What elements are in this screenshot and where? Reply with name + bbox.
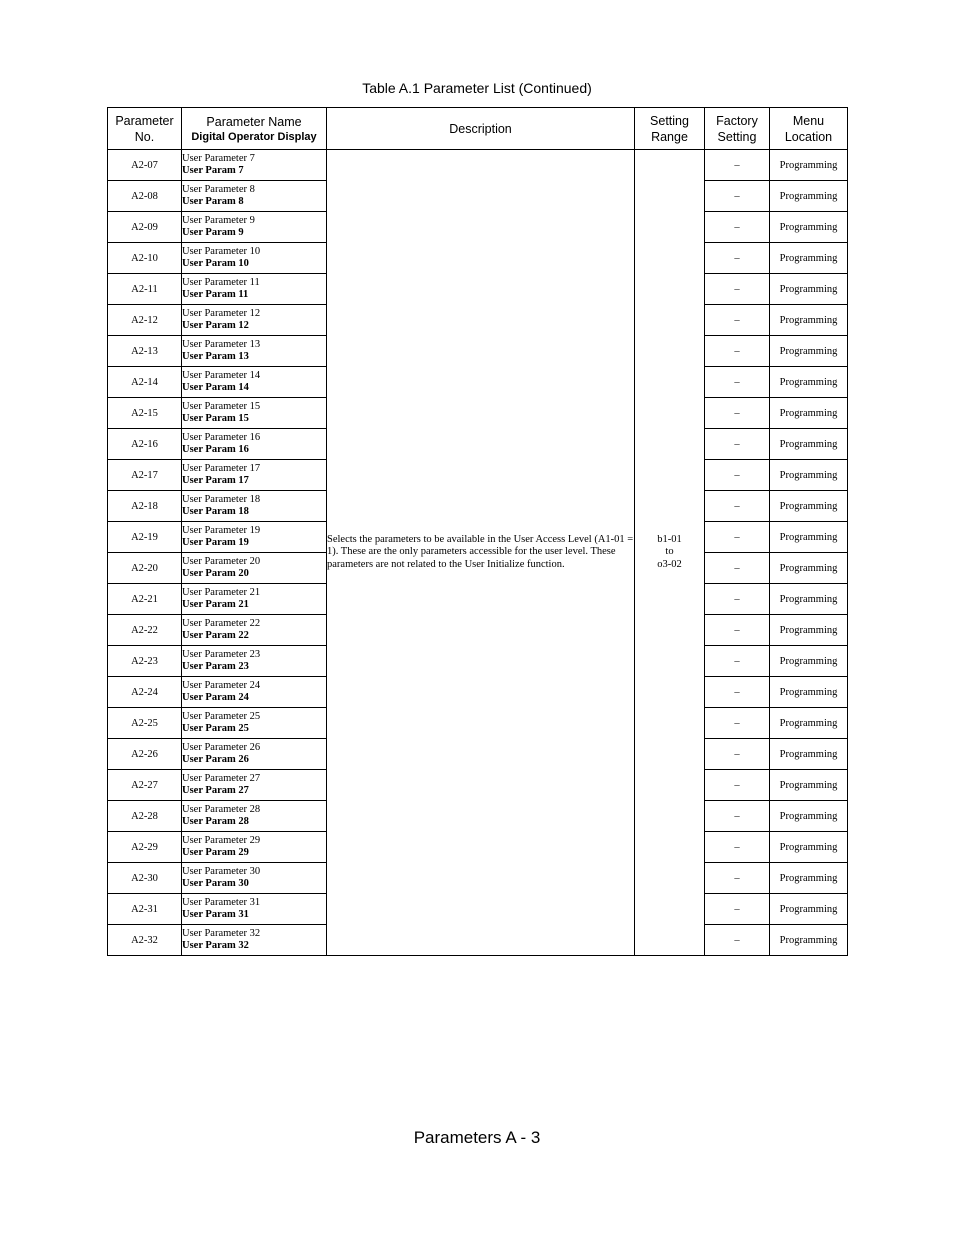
- header-digital-operator-display: Digital Operator Display: [191, 130, 317, 143]
- menu-location: Programming: [770, 708, 848, 739]
- parameter-name: User Parameter 29: [182, 834, 261, 846]
- factory-setting: –: [705, 646, 770, 677]
- factory-setting: –: [705, 181, 770, 212]
- menu-location: Programming: [770, 212, 848, 243]
- parameter-name-cell: [182, 522, 327, 553]
- parameter-no: A2-18: [108, 491, 182, 522]
- operator-display: User Param 7: [182, 165, 244, 176]
- parameter-name: User Parameter 11: [182, 276, 260, 288]
- operator-display: User Param 15: [182, 413, 249, 424]
- table-body: [108, 150, 848, 956]
- menu-location: Programming: [770, 925, 848, 956]
- factory-setting: –: [705, 150, 770, 181]
- parameter-name-cell: [182, 863, 327, 894]
- header-parameter-no: Parameter No.: [108, 108, 182, 150]
- parameter-name: User Parameter 8: [182, 183, 255, 195]
- factory-setting: –: [705, 925, 770, 956]
- parameter-name: User Parameter 18: [182, 493, 261, 505]
- menu-location: Programming: [770, 863, 848, 894]
- factory-setting: –: [705, 460, 770, 491]
- parameter-no: A2-08: [108, 181, 182, 212]
- factory-setting: –: [705, 243, 770, 274]
- parameter-name: User Parameter 28: [182, 803, 261, 815]
- menu-location: Programming: [770, 243, 848, 274]
- factory-setting: –: [705, 336, 770, 367]
- setting-range-line: b1-01: [657, 533, 682, 545]
- operator-display: User Param 18: [182, 506, 249, 517]
- parameter-name-cell: [182, 398, 327, 429]
- factory-setting: –: [705, 429, 770, 460]
- operator-display: User Param 19: [182, 537, 249, 548]
- parameter-name: User Parameter 23: [182, 648, 261, 660]
- parameter-no: A2-27: [108, 770, 182, 801]
- header-setting-range: Setting Range: [635, 108, 705, 150]
- menu-location: Programming: [770, 274, 848, 305]
- parameter-name: User Parameter 10: [182, 245, 261, 257]
- factory-setting: –: [705, 584, 770, 615]
- parameter-name: User Parameter 21: [182, 586, 261, 598]
- parameter-no: A2-07: [108, 150, 182, 181]
- parameter-no: A2-19: [108, 522, 182, 553]
- menu-location: Programming: [770, 832, 848, 863]
- parameter-name-cell: [182, 615, 327, 646]
- parameter-name: User Parameter 25: [182, 710, 261, 722]
- parameter-name-cell: [182, 832, 327, 863]
- parameter-name-cell: [182, 708, 327, 739]
- parameter-name: User Parameter 24: [182, 679, 261, 691]
- factory-setting: –: [705, 739, 770, 770]
- parameter-no: A2-25: [108, 708, 182, 739]
- operator-display: User Param 23: [182, 661, 249, 672]
- operator-display: User Param 24: [182, 692, 249, 703]
- parameter-no: A2-09: [108, 212, 182, 243]
- parameter-no: A2-11: [108, 274, 182, 305]
- menu-location: Programming: [770, 739, 848, 770]
- parameter-no: A2-32: [108, 925, 182, 956]
- operator-display: User Param 25: [182, 723, 249, 734]
- table-row: [108, 150, 848, 181]
- parameter-no: A2-24: [108, 677, 182, 708]
- menu-location: Programming: [770, 553, 848, 584]
- parameter-name: User Parameter 15: [182, 400, 261, 412]
- parameter-no: A2-16: [108, 429, 182, 460]
- parameter-no: A2-13: [108, 336, 182, 367]
- menu-location: Programming: [770, 429, 848, 460]
- parameter-name: User Parameter 32: [182, 927, 261, 939]
- setting-range-line: o3-02: [657, 558, 682, 570]
- header-factory-setting: Factory Setting: [705, 108, 770, 150]
- parameter-name-cell: [182, 305, 327, 336]
- menu-location: Programming: [770, 801, 848, 832]
- header-parameter-name: [182, 108, 327, 150]
- operator-display: User Param 16: [182, 444, 249, 455]
- operator-display: User Param 28: [182, 816, 249, 827]
- menu-location: Programming: [770, 584, 848, 615]
- parameter-name: User Parameter 22: [182, 617, 261, 629]
- parameter-name-cell: [182, 584, 327, 615]
- operator-display: User Param 14: [182, 382, 249, 393]
- parameter-name-cell: [182, 677, 327, 708]
- parameter-name-cell: [182, 770, 327, 801]
- parameter-name: User Parameter 9: [182, 214, 255, 226]
- menu-location: Programming: [770, 770, 848, 801]
- header-parameter-name-label: Parameter Name: [206, 114, 302, 129]
- factory-setting: –: [705, 522, 770, 553]
- parameter-name-cell: [182, 243, 327, 274]
- menu-location: Programming: [770, 398, 848, 429]
- parameter-name-cell: [182, 336, 327, 367]
- menu-location: Programming: [770, 305, 848, 336]
- menu-location: Programming: [770, 336, 848, 367]
- operator-display: User Param 9: [182, 227, 244, 238]
- header-menu-location: Menu Location: [770, 108, 848, 150]
- menu-location: Programming: [770, 615, 848, 646]
- parameter-name-cell: [182, 181, 327, 212]
- operator-display: User Param 32: [182, 940, 249, 951]
- parameter-name: User Parameter 17: [182, 462, 261, 474]
- factory-setting: –: [705, 274, 770, 305]
- operator-display: User Param 30: [182, 878, 249, 889]
- operator-display: User Param 26: [182, 754, 249, 765]
- parameter-name: User Parameter 26: [182, 741, 261, 753]
- parameter-name: User Parameter 16: [182, 431, 261, 443]
- parameter-no: A2-20: [108, 553, 182, 584]
- operator-display: User Param 22: [182, 630, 249, 641]
- menu-location: Programming: [770, 894, 848, 925]
- operator-display: User Param 12: [182, 320, 249, 331]
- parameter-name-cell: [182, 491, 327, 522]
- menu-location: Programming: [770, 460, 848, 491]
- factory-setting: –: [705, 553, 770, 584]
- operator-display: User Param 29: [182, 847, 249, 858]
- parameter-no: A2-15: [108, 398, 182, 429]
- factory-setting: –: [705, 615, 770, 646]
- parameter-table: [107, 107, 848, 956]
- menu-location: Programming: [770, 181, 848, 212]
- operator-display: User Param 20: [182, 568, 249, 579]
- operator-display: User Param 10: [182, 258, 249, 269]
- parameter-no: A2-12: [108, 305, 182, 336]
- parameter-no: A2-30: [108, 863, 182, 894]
- factory-setting: –: [705, 398, 770, 429]
- factory-setting: –: [705, 770, 770, 801]
- factory-setting: –: [705, 894, 770, 925]
- parameter-no: A2-17: [108, 460, 182, 491]
- parameter-no: A2-22: [108, 615, 182, 646]
- setting-range-line: to: [665, 546, 674, 558]
- parameter-name: User Parameter 13: [182, 338, 261, 350]
- parameter-name: User Parameter 7: [182, 152, 255, 164]
- menu-location: Programming: [770, 646, 848, 677]
- menu-location: Programming: [770, 150, 848, 181]
- factory-setting: –: [705, 832, 770, 863]
- parameter-name-cell: [182, 460, 327, 491]
- parameter-no: A2-10: [108, 243, 182, 274]
- operator-display: User Param 17: [182, 475, 249, 486]
- parameter-name: User Parameter 31: [182, 896, 261, 908]
- table-caption: Table A.1 Parameter List (Continued): [362, 80, 592, 96]
- factory-setting: –: [705, 708, 770, 739]
- menu-location: Programming: [770, 677, 848, 708]
- parameter-no: A2-31: [108, 894, 182, 925]
- parameter-no: A2-14: [108, 367, 182, 398]
- parameter-name-cell: [182, 739, 327, 770]
- parameter-no: A2-21: [108, 584, 182, 615]
- factory-setting: –: [705, 367, 770, 398]
- parameter-name-cell: [182, 429, 327, 460]
- parameter-name-cell: [182, 274, 327, 305]
- factory-setting: –: [705, 491, 770, 522]
- factory-setting: –: [705, 212, 770, 243]
- setting-range: [635, 150, 705, 956]
- menu-location: Programming: [770, 367, 848, 398]
- operator-display: User Param 21: [182, 599, 249, 610]
- parameter-no: A2-28: [108, 801, 182, 832]
- factory-setting: –: [705, 305, 770, 336]
- operator-display: User Param 31: [182, 909, 249, 920]
- factory-setting: –: [705, 801, 770, 832]
- operator-display: User Param 27: [182, 785, 249, 796]
- parameter-name: User Parameter 14: [182, 369, 261, 381]
- parameter-name: User Parameter 12: [182, 307, 261, 319]
- parameter-name: User Parameter 27: [182, 772, 261, 784]
- parameter-name-cell: [182, 894, 327, 925]
- menu-location: Programming: [770, 491, 848, 522]
- parameter-name: User Parameter 20: [182, 555, 261, 567]
- parameter-name-cell: [182, 150, 327, 181]
- factory-setting: –: [705, 863, 770, 894]
- parameter-name: User Parameter 19: [182, 524, 261, 536]
- table-header-row: [108, 108, 848, 150]
- parameter-name-cell: [182, 801, 327, 832]
- parameter-no: A2-29: [108, 832, 182, 863]
- parameter-name-cell: [182, 925, 327, 956]
- menu-location: Programming: [770, 522, 848, 553]
- parameter-no: A2-26: [108, 739, 182, 770]
- header-description: Description: [327, 108, 635, 150]
- parameter-name: User Parameter 30: [182, 865, 261, 877]
- operator-display: User Param 13: [182, 351, 249, 362]
- factory-setting: –: [705, 677, 770, 708]
- parameter-name-cell: [182, 367, 327, 398]
- page-footer: Parameters A - 3: [413, 1128, 541, 1147]
- parameter-name-cell: [182, 212, 327, 243]
- parameter-name-cell: [182, 553, 327, 584]
- parameter-no: A2-23: [108, 646, 182, 677]
- parameter-name-cell: [182, 646, 327, 677]
- description: Selects the parameters to be available in the User Access Level (A1-01 = 1). These are the only parameters accessible for the user level. These parameters are not related to the User Initialize function.: [327, 150, 635, 956]
- operator-display: User Param 11: [182, 289, 249, 300]
- operator-display: User Param 8: [182, 196, 244, 207]
